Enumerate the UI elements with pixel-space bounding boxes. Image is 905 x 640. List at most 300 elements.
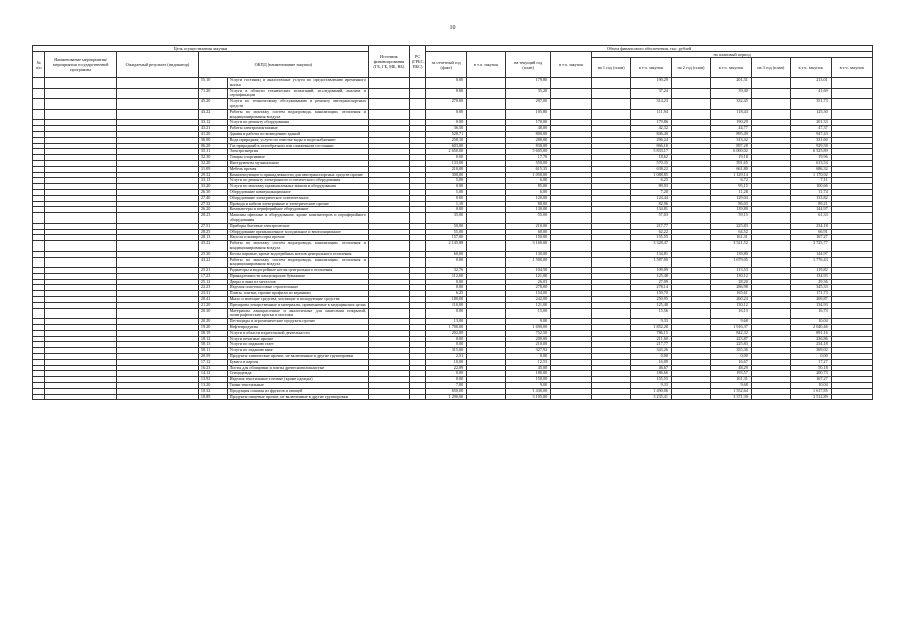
year1-incl: 296,24 [631,137,672,143]
ps-cell [409,109,425,120]
okpd-code: 20.59 [198,354,227,360]
year3-incl: 213,01 [790,78,831,89]
year3-incl: 144,97 [790,207,831,213]
year3-incl: 345,33 [790,285,831,291]
reporting-value: 0.00 [426,88,467,99]
okpd-description: Мыло и моющие средства, чистящие и полирующие средства [227,297,368,303]
source-cell [368,78,409,89]
okpd-code: 33.13 [198,178,227,184]
event-name-header: Наименование мероприятия/ мероприятия государственной программы [45,52,117,78]
okpd-code: 16.23 [198,365,227,371]
year2-incl: 64,52 [710,229,751,235]
reporting-value: 50,00 [426,223,467,229]
year2-incl: 130,12 [710,302,751,308]
year1-incl: 314,23 [631,99,672,110]
num-header: № п/п [33,52,45,78]
event-cell [45,257,117,268]
year2-incl: 86,03 [710,201,751,207]
year1-incl: 155,55 [631,235,672,241]
okpd-description: Услуги по монтажу промышленных машин и оборудования [227,184,368,190]
current-incl-header: в т.ч. закупок [551,52,592,78]
year1-value [592,308,631,319]
current-incl [551,78,592,89]
ps-cell [409,99,425,110]
event-cell [45,308,117,319]
year2-header: на 2 год (план) [671,58,710,78]
year3-value [751,213,790,224]
current-incl [551,308,592,319]
okpd-code: 20.30 [198,308,227,319]
current-value: 550,00 [506,160,551,166]
year3-incl: 929,58 [790,143,831,149]
num-cell [33,213,45,224]
year1-incl: 1 088,85 [631,172,672,178]
reporting-value: 0.00 [426,207,467,213]
okpd-code: 27.32 [198,201,227,207]
year2-incl: 19,18 [710,155,751,161]
table-row [33,109,873,120]
okpd-description: Газ природный в газообразном или сжиженном состоянии [227,143,368,149]
year1-incl: 62,22 [631,229,672,235]
year2-incl: 190,29 [710,120,751,126]
reporting-value: 528,71 [426,131,467,137]
year2-incl: 161,31 [710,377,751,383]
year3-incl: 41,69 [790,88,831,99]
current-value: 120,00 [506,195,551,201]
reporting-value: 2 145,88 [426,241,467,252]
okpd-description: Котлы паровые, кроме водогрейных котлов центрального отопления [227,251,368,257]
year1-incl: 5 833,17 [631,149,672,155]
year2-value [671,78,710,89]
year2-incl: 332,45 [710,99,751,110]
year1-value [592,241,631,252]
year3-incl: 3 512,89 [790,394,831,400]
ps-cell [409,241,425,252]
okpd-description: Провода и кабели электронные и электрические прочие [227,201,368,207]
year3-incl: 613,54 [790,160,831,166]
current-value: 3 105,00 [506,394,551,400]
year2-value [671,241,710,252]
result-cell [116,308,198,319]
event-cell [45,78,117,89]
year2-value [671,308,710,319]
okpd-code: 22.23 [198,285,227,291]
year2-incl: 118,43 [710,109,751,120]
year1-incl: 1 852,28 [631,325,672,331]
current-year-header: на текущий год (план) [506,52,551,78]
year1-incl: 570,35 [631,160,672,166]
year3-value [751,109,790,120]
year2-incl: 286,98 [710,285,751,291]
num-cell [33,88,45,99]
year1-header: на 1 год (план) [592,58,631,78]
okpd-description: Продукты пищевые прочие, не включенные в другие группировки [227,394,368,400]
year3-incl-header: в т.ч. закупок [790,58,831,78]
current-value: 150,00 [506,235,551,241]
reporting-value: 36,50 [426,126,467,132]
source-cell [368,394,409,400]
year2-value [671,213,710,224]
okpd-code: 43.22 [198,241,227,252]
year3-incl: 6 525,89 [790,149,831,155]
reporting-value: 0.00 [426,285,467,291]
year1-incl: 846,40 [631,131,672,137]
year2-incl: 225,83 [710,342,751,348]
current-value: 615,35 [506,166,551,172]
reporting-value: 35,00 [426,213,467,224]
year3-incl: 61,33 [790,213,831,224]
okpd-code: 43.22 [198,257,227,268]
okpd-description: Работы электромонтажные [227,126,368,132]
reporting-value: 1 700,00 [426,325,467,331]
year3-incl: 11,74 [790,189,831,195]
year3-incl: 1 776,43 [790,257,831,268]
year3-incl: 351,73 [790,99,831,110]
event-cell [45,109,117,120]
okpd-code: 20.20 [198,319,227,325]
current-value: 170,00 [506,120,551,126]
year3-incl: 7,11 [790,178,831,184]
current-value: 26,03 [506,279,551,285]
ps-cell [409,88,425,99]
ps-cell [409,213,425,224]
reporting-value: 0.00 [426,195,467,201]
okpd-description: Пестициды и агрохимические продукты прочие [227,319,368,325]
current-incl [551,257,592,268]
okpd-code: 10.32 [198,388,227,394]
year2-incl: 1 916,37 [710,325,751,331]
year2-incl: 129,04 [710,195,751,201]
year1-incl: 190,29 [631,78,672,89]
reporting-value: 10,00 [426,359,467,365]
okpd-description: Принадлежности канцелярские бумажные [227,273,368,279]
year2-incl: 355,36 [710,348,751,354]
year1-value [592,99,631,110]
year1-incl-header: в т.ч. закупок [631,58,672,78]
year3-value [751,88,790,99]
okpd-description: Радиаторы и водогрейные котлы центрального отопления [227,268,368,274]
okpd-code: 29.32 [198,172,227,178]
year2-incl: 3 371,30 [710,394,751,400]
table-row [33,241,873,252]
current-value: 150,00 [506,377,551,383]
current-value: 6,00 [506,189,551,195]
year3-incl: 201,33 [790,120,831,126]
year3-value [751,257,790,268]
year2-incl: 11,28 [710,189,751,195]
extra-cell [831,241,872,252]
okpd-code: 41.20 [198,131,227,137]
page-number: 10 [449,25,456,31]
year2-incl: 6,72 [710,178,751,184]
okpd-description: Работы по монтажу систем водопровода, канализации, отопления и кондиционирования воздуха [227,241,368,252]
year3-value [751,394,790,400]
event-cell [45,88,117,99]
reporting-value: 2,51 [426,354,467,360]
num-cell [33,308,45,319]
extra-cell [831,78,872,89]
year1-incl: 638,22 [631,166,672,172]
year2-value [671,99,710,110]
current-value: 800,00 [506,131,551,137]
okpd-code: 20.41 [198,297,227,303]
current-value: 55,00 [506,213,551,224]
okpd-code: 19.20 [198,325,227,331]
table-row [33,88,873,99]
year2-incl: 897,28 [710,143,751,149]
year2-incl-header: в т.ч. закупок [710,58,751,78]
reporting-incl [467,308,506,319]
okpd-description: Ткани текстильные [227,383,368,389]
current-value: 35,20 [506,88,551,99]
year1-incl: 9,33 [631,319,672,325]
extra-cell [831,88,872,99]
table-row [33,257,873,268]
year3-incl: 686,32 [790,166,831,172]
okpd-code: 26.20 [198,207,227,213]
current-incl [551,109,592,120]
extra-cell [831,213,872,224]
okpd-code: 25.30 [198,251,227,257]
current-value: 40,00 [506,126,551,132]
year1-incl: 6,25 [631,178,672,184]
okpd-code: 26.30 [198,189,227,195]
num-cell [33,394,45,400]
okpd-description: Продукты химические прочие, не включенные в другие группировки [227,354,368,360]
current-value: 752,50 [506,330,551,336]
year2-incl: 1 129,14 [710,172,751,178]
current-incl [551,88,592,99]
current-value: 12,53 [506,359,551,365]
current-value: 121,00 [506,273,551,279]
reporting-value: 0.00 [426,257,467,268]
reporting-value: 180,00 [426,297,467,303]
funding-source-header: Источник финансирования (ГБ, ГБ, МБ, ВБ) [368,46,409,78]
current-value: 130,00 [506,251,551,257]
current-incl [551,213,592,224]
current-incl [551,394,592,400]
current-value: 9,00 [506,319,551,325]
reporting-value: 1,10 [426,201,467,207]
year2-incl: 130,12 [710,273,751,279]
reporting-value: 7,00 [426,383,467,389]
year3-incl: 234,18 [790,342,831,348]
okpd-description: Изделия пластмассовые строительные [227,285,368,291]
table-row [33,308,873,319]
year3-value [751,78,790,89]
okpd-code: 10.89 [198,394,227,400]
current-value: 327,92 [506,348,551,354]
year2-incl: 139,80 [710,251,751,257]
okpd-code: 43.21 [198,126,227,132]
year1-incl: 111,94 [631,109,672,120]
okpd-code: 36.00 [198,137,227,143]
okpd-code: 71.20 [198,88,227,99]
year3-incl: 125,30 [790,109,831,120]
current-value: 15,00 [506,308,551,319]
year1-incl: 7,20 [631,189,672,195]
year3-incl: 17,27 [790,359,831,365]
year3-incl: 19,96 [790,155,831,161]
year3-incl: 171,73 [790,291,831,297]
year1-incl: 82,96 [631,201,672,207]
okpd-description: Плиты, плитки, прочие профили из керамики [227,291,368,297]
current-value: 1 690,00 [506,325,551,331]
year2-incl: 0,00 [710,354,751,360]
reporting-incl [467,213,506,224]
table-header [33,46,873,78]
reporting-incl [467,99,506,110]
okpd-description: Компьютеры и периферийное оборудование [227,207,368,213]
okpd-description: Насосы и компрессоры прочие [227,235,368,241]
reporting-value: 2 650,00 [426,149,467,155]
year3-incl: 167,27 [790,235,831,241]
year1-incl: 343,26 [631,348,672,354]
num-cell [33,99,45,110]
current-value: 1 050,00 [506,172,551,178]
reporting-value: 650,00 [426,388,467,394]
year2-incl: 28,20 [710,279,751,285]
year3-incl: 47,37 [790,126,831,132]
year1-incl: 9,33 [631,383,672,389]
volume-header: Объем финансового обеспечения, тыс. рублей [426,46,873,52]
year2-incl: 895,49 [710,131,751,137]
year2-incl: 39,40 [710,88,751,99]
current-value: 121,00 [506,302,551,308]
ps-cell [409,394,425,400]
year1-incl: 1 490,06 [631,388,672,394]
year3-incl: 144,97 [790,251,831,257]
year1-incl: 3 328,47 [631,241,672,252]
year2-incl: 1 679,05 [710,257,751,268]
year1-incl: 109,09 [631,268,672,274]
current-value: 60,00 [506,229,551,235]
year1-incl: 134,81 [631,251,672,257]
okpd-code: 55.10 [198,78,227,89]
year2-incl: 1 552,64 [710,388,751,394]
okpd-description: Здания и работы по возведению зданий [227,131,368,137]
okpd-description: Работы по монтажу систем водопровода, канализации, отопления и кондиционирования воздуха [227,257,368,268]
result-cell [116,78,198,89]
okpd-description: Работы по монтажу систем водопровода, канализации, отопления и кондиционирования воздуха [227,109,368,120]
year3-incl: 10,04 [790,383,831,389]
year2-incl: 313,42 [710,137,751,143]
okpd-code: 13.20 [198,383,227,389]
reporting-value: 32,76 [426,268,467,274]
current-value: 1 500,00 [506,257,551,268]
reporting-value: 0.00 [426,377,467,383]
year1-incl: 89,93 [631,184,672,190]
reporting-value: 1 290,00 [426,394,467,400]
year1-value [592,257,631,268]
year3-incl: 331,60 [790,137,831,143]
year3-incl: 50,18 [790,365,831,371]
year2-incl: 9,68 [710,319,751,325]
current-value: 210,00 [506,342,551,348]
event-cell [45,99,117,110]
current-value: 45,00 [506,365,551,371]
reporting-value: 210,00 [426,166,467,172]
result-cell [116,88,198,99]
okpd-code: 58.19 [198,330,227,336]
current-value: 830,00 [506,143,551,149]
extra-cell [831,308,872,319]
reporting-incl-header: в т.ч. закупок [467,52,506,78]
year2-value [671,88,710,99]
reporting-value: 0.00 [426,78,467,89]
okpd-description: Товары спортивные [227,155,368,161]
year3-incl: 29,36 [790,279,831,285]
reporting-value: 0.00 [426,279,467,285]
source-cell [368,88,409,99]
year1-incl: 217,77 [631,223,672,229]
okpd-code: 23.31 [198,291,227,297]
okpd-code: 27.40 [198,195,227,201]
reporting-value: 5,00 [426,178,467,184]
table-body [33,78,873,400]
current-value: 130,00 [506,207,551,213]
okpd-code: 06.20 [198,143,227,149]
current-value: 104,50 [506,268,551,274]
ps-cell [409,78,425,89]
current-value: 17,70 [506,155,551,161]
okpd-code: 25.21 [198,268,227,274]
year1-incl: 3 235,41 [631,394,672,400]
ps-header: РС (ГРБС, ПБС) [409,46,425,78]
result-cell [116,257,198,268]
okpd-description: Комплектующие и принадлежности для автотранспортных средств прочие [227,172,368,178]
current-value: 180,00 [506,371,551,377]
result-cell [116,213,198,224]
year1-incl: 42,32 [631,126,672,132]
year1-incl: 46,67 [631,365,672,371]
okpd-code: 28.23 [198,213,227,224]
event-cell [45,241,117,252]
current-value: 80,00 [506,201,551,207]
year3-incl: 167,27 [790,377,831,383]
reporting-value: 270.00 [426,99,467,110]
reporting-incl [467,109,506,120]
current-value: 3 160,00 [506,241,551,252]
year3-incl: 3 725,77 [790,241,831,252]
purchase-goal-header: Цель осуществления закупки [33,46,369,52]
year1-incl: 37,24 [631,88,672,99]
okpd-code: 13.92 [198,377,227,383]
okpd-description: Машины офисные и оборудование, кроме компьютеров и периферийного оборудования [227,213,368,224]
year1-value [592,394,631,400]
year3-incl: 269,87 [790,297,831,303]
year2-incl: 48,29 [710,365,751,371]
current-value: 242,00 [506,297,551,303]
year3-incl: 369,02 [790,348,831,354]
year1-incl: 16,09 [631,359,672,365]
reporting-value: 315,00 [426,348,467,354]
year2-value [671,109,710,120]
reporting-value: 6,25 [426,291,467,297]
year3-header: на 3 год (план) [751,58,790,78]
okpd-description: Оборудование коммуникационное [227,189,368,195]
year3-incl: 134,93 [790,273,831,279]
year2-incl: 59,15 [710,213,751,224]
event-cell [45,213,117,224]
okpd-description: Электроэнергия [227,149,368,155]
num-cell [33,109,45,120]
year1-incl: 250,95 [631,297,672,303]
okpd-code: 35.11 [198,149,227,155]
okpd-code: 14.12 [198,371,227,377]
year1-incl: 125,48 [631,302,672,308]
table-row [33,213,873,224]
